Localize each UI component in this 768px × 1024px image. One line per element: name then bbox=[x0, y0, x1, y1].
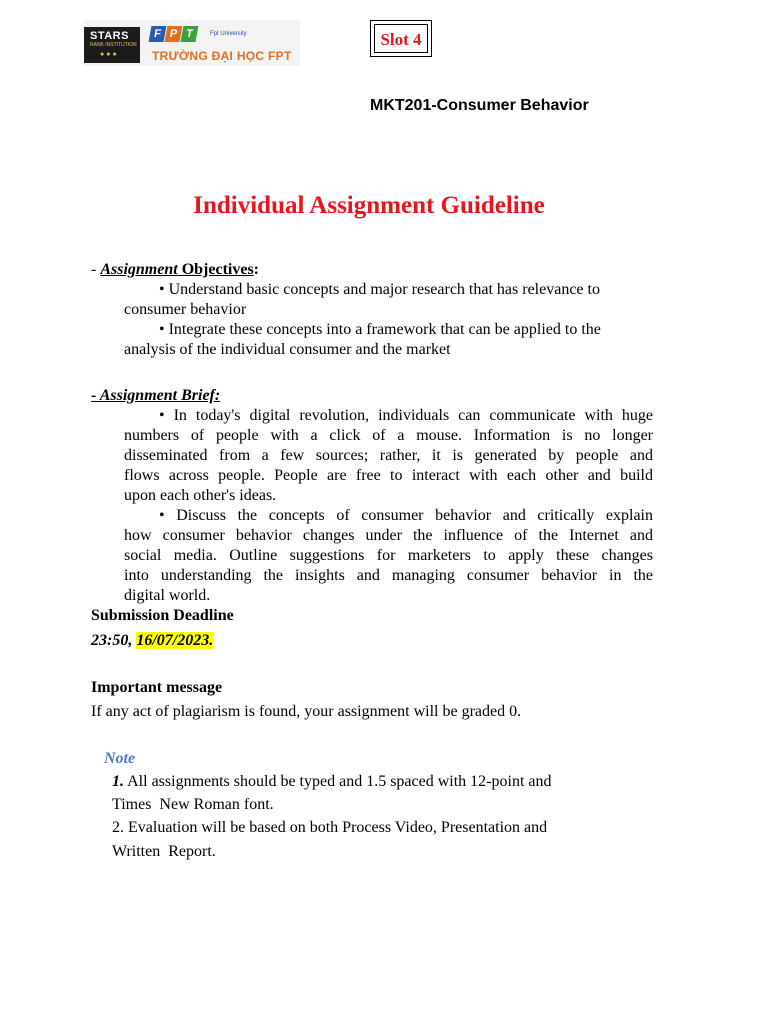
stars-logo-title: STARS bbox=[90, 30, 129, 42]
note-item-2-line-1: 2. Evaluation will be based on both Process Video, Presentation and bbox=[112, 819, 548, 836]
objective-bullet-1-line-1: • Understand basic concepts and major research that has relevance to bbox=[159, 281, 600, 298]
fpt-letter-p: P bbox=[165, 26, 183, 42]
objective-bullet-2-line-1: • Integrate these concepts into a framework that can be applied to the bbox=[159, 321, 601, 338]
fpt-logo-mark bbox=[150, 24, 208, 44]
fpt-university-name: TRƯỜNG ĐẠI HỌC FPT bbox=[152, 49, 292, 63]
fpt-letter-t: T bbox=[181, 26, 199, 42]
brief-para1-line-5: upon each other's ideas. bbox=[124, 487, 277, 504]
stars-logo bbox=[84, 27, 140, 63]
deadline-heading: Submission Deadline bbox=[91, 607, 234, 624]
brief-para2-line-5: digital world. bbox=[124, 587, 211, 604]
important-text: If any act of plagiarism is found, your assignment will be graded 0. bbox=[91, 703, 522, 720]
brief-para1-line-1: • In today's digital revolution, individuals can communicate with huge bbox=[159, 407, 653, 424]
brief-para1-line-4: flows across people. People are free to interact with each other and build bbox=[124, 467, 653, 484]
stars-logo-subtitle: RANK INSTITUTION bbox=[90, 42, 137, 48]
fpt-letter-f: F bbox=[149, 26, 167, 42]
brief-para2-line-4: into understanding the insights and managing consumer behavior in the bbox=[124, 567, 653, 584]
note-item-2-line-2: Written Report. bbox=[112, 843, 216, 860]
objectives-heading: - Assignment Objectives: bbox=[91, 261, 259, 278]
course-code: MKT201-Consumer Behavior bbox=[370, 97, 589, 114]
slot-label: Slot 4 bbox=[380, 30, 422, 49]
brief-heading: - Assignment Brief: bbox=[91, 387, 221, 404]
deadline-time: 23:50, bbox=[91, 632, 137, 649]
deadline-value bbox=[91, 631, 213, 651]
stars-logo-dots: ●●● bbox=[100, 51, 119, 58]
brief-para1-line-2: numbers of people with a click of a mouse. Information is no longer bbox=[124, 427, 653, 444]
brief-para2-line-1: • Discuss the concepts of consumer behavior and critically explain bbox=[159, 507, 653, 524]
important-heading: Important message bbox=[91, 679, 223, 696]
note-heading: Note bbox=[104, 750, 136, 767]
brief-para1-line-3: disseminated from a few sources; rather, it is generated by people and bbox=[124, 447, 653, 464]
document-title: Individual Assignment Guideline bbox=[193, 192, 545, 219]
note-item-1-line-2: Times New Roman font. bbox=[112, 796, 274, 813]
brief-para2-line-2: how consumer behavior changes under the influence of the Internet and bbox=[124, 527, 653, 544]
fpt-logo-subtitle: Fpt University bbox=[210, 31, 247, 37]
objective-bullet-2-line-2: analysis of the individual consumer and the market bbox=[124, 341, 451, 358]
note-item-1-line-1: 1. All assignments should be typed and 1.5 spaced with 12-point and bbox=[112, 773, 552, 790]
objective-bullet-1-line-2: consumer behavior bbox=[124, 301, 247, 318]
brief-para2-line-3: social media. Outline suggestions for marketers to apply these changes bbox=[124, 547, 653, 564]
deadline-date: 16/07/2023. bbox=[136, 632, 214, 649]
